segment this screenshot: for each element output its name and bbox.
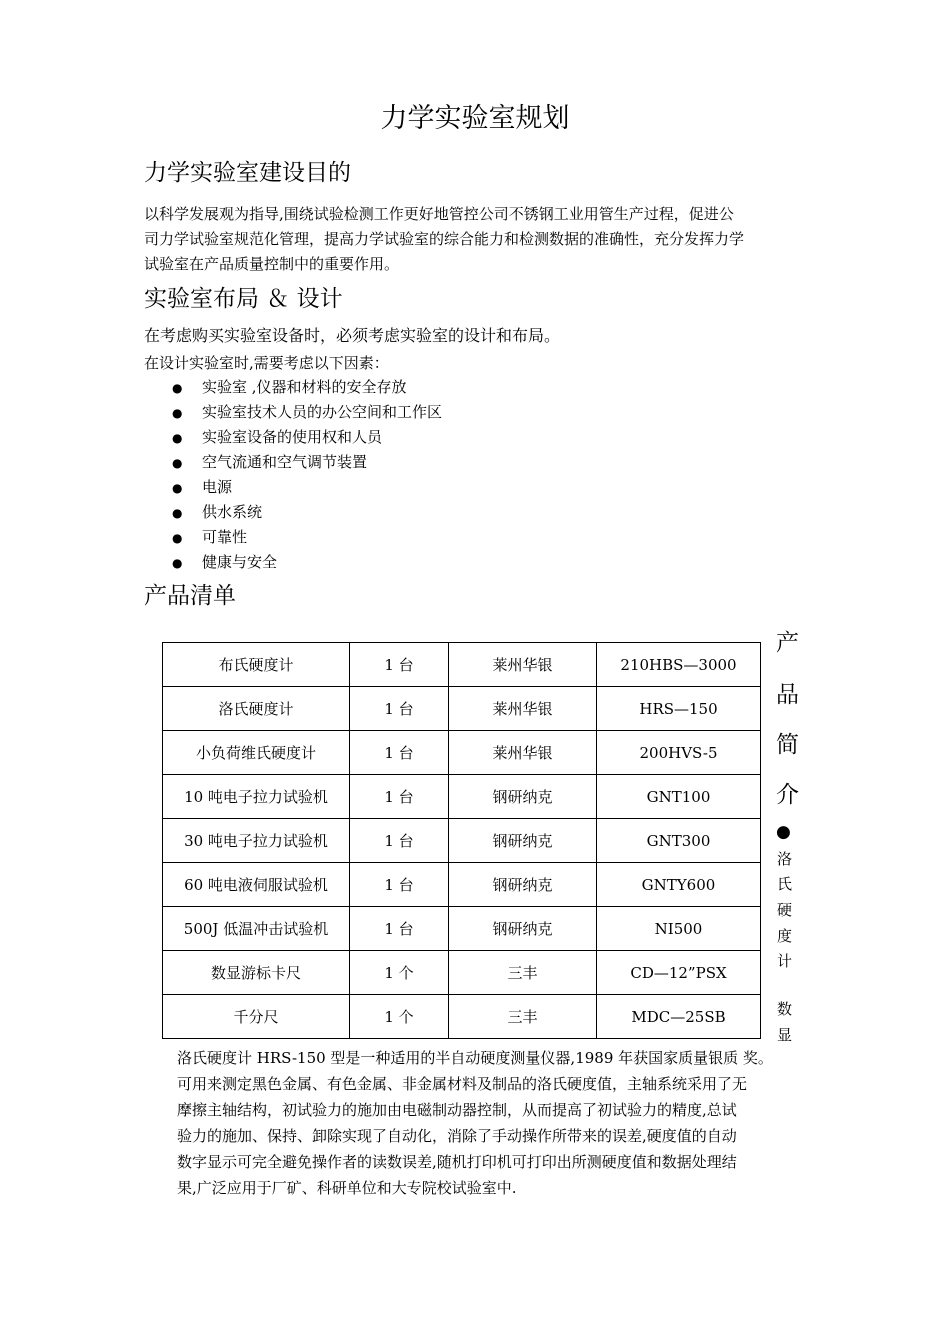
product-model: MDC—25SB [597, 995, 761, 1039]
side-heading-char: 简 [776, 732, 799, 758]
product-name: 60 吨电液伺服试验机 [163, 863, 350, 907]
product-qty: 1 个 [350, 951, 449, 995]
side-item-char: 数 [777, 1000, 793, 1018]
product-model: GNT300 [597, 819, 761, 863]
bullet-icon: ● [172, 381, 183, 395]
table-row [163, 907, 761, 951]
product-name: 数显游标卡尺 [163, 951, 350, 995]
product-qty: 1 台 [350, 863, 449, 907]
product-maker: 三丰 [449, 995, 597, 1039]
side-item-char: 度 [777, 927, 793, 945]
list-item: ● 实验室 ,仪器和材料的安全存放 [172, 378, 407, 396]
section-heading-products: 产品清单 [144, 583, 236, 609]
page-title: 力学实验室规划 [380, 103, 570, 134]
bullet-icon: ● [172, 406, 183, 420]
product-maker: 钢研纳克 [449, 819, 597, 863]
side-item-char: 氏 [777, 875, 793, 893]
description-line-5: 数字显示可完全避免操作者的读数误差,随机打印机可打印出所测硬度值和数据处理结 [177, 1153, 737, 1171]
product-name: 布氏硬度计 [163, 643, 350, 687]
side-bullet-icon: ● [776, 822, 791, 842]
list-item: ● 可靠性 [172, 528, 248, 546]
bullet-icon: ● [172, 531, 183, 545]
product-qty: 1 台 [350, 687, 449, 731]
product-maker: 三丰 [449, 951, 597, 995]
product-maker: 钢研纳克 [449, 863, 597, 907]
product-maker: 钢研纳克 [449, 907, 597, 951]
product-name: 洛氏硬度计 [163, 687, 350, 731]
description-line-3: 摩擦主轴结构，初试验力的施加由电磁制动器控制，从而提高了初试验力的精度,总试 [177, 1101, 737, 1119]
description-line-1: 洛氏硬度计 HRS-150 型是一种适用的半自动硬度测量仪器,1989 年获国家质量银质 奖。 [177, 1049, 773, 1067]
list-item: ● 实验室设备的使用权和人员 [172, 428, 383, 446]
section-heading-purpose: 力学实验室建设目的 [144, 160, 351, 186]
product-qty: 1 个 [350, 995, 449, 1039]
product-name: 千分尺 [163, 995, 350, 1039]
product-qty: 1 台 [350, 643, 449, 687]
product-name: 500J 低温冲击试验机 [163, 907, 350, 951]
product-maker: 莱州华银 [449, 643, 597, 687]
table-row [163, 951, 761, 995]
bullet-icon: ● [172, 481, 183, 495]
product-table [162, 642, 761, 1039]
list-item: ● 空气流通和空气调节装置 [172, 453, 368, 471]
product-maker: 莱州华银 [449, 687, 597, 731]
product-name: 10 吨电子拉力试验机 [163, 775, 350, 819]
table-row [163, 643, 761, 687]
bullet-icon: ● [172, 556, 183, 570]
table-row [163, 863, 761, 907]
side-heading-char: 介 [776, 782, 799, 808]
description-line-2: 可用来测定黑色金属、有色金属、非金属材料及制品的洛氏硬度值，主轴系统采用了无 [177, 1075, 748, 1093]
side-item-char: 硬 [777, 901, 793, 919]
table-row [163, 819, 761, 863]
list-item: ● 供水系统 [172, 503, 263, 521]
list-item: ● 实验室技术人员的办公空间和工作区 [172, 403, 443, 421]
product-maker: 钢研纳克 [449, 775, 597, 819]
product-model: NI500 [597, 907, 761, 951]
description-line-4: 验力的施加、保持、卸除实现了自动化，消除了手动操作所带来的误差,硬度值的自动 [177, 1127, 737, 1145]
side-heading-char: 产 [776, 630, 799, 656]
table-row [163, 775, 761, 819]
product-model: GNTY600 [597, 863, 761, 907]
product-qty: 1 台 [350, 907, 449, 951]
product-qty: 1 台 [350, 731, 449, 775]
product-maker: 莱州华银 [449, 731, 597, 775]
table-row [163, 687, 761, 731]
table-row [163, 731, 761, 775]
product-model: 200HVS-5 [597, 731, 761, 775]
bullet-icon: ● [172, 506, 183, 520]
description-line-6: 果,广泛应用于厂矿、科研单位和大专院校试验室中. [177, 1179, 517, 1197]
section-heading-layout: 实验室布局 ＆ 设计 [144, 286, 343, 312]
list-item: ● 健康与安全 [172, 553, 278, 571]
bullet-icon: ● [172, 431, 183, 445]
purpose-paragraph-line-2: 司力学试验室规范化管理，提高力学试验室的综合能力和检测数据的准确性，充分发挥力学 [144, 230, 745, 248]
product-model: HRS—150 [597, 687, 761, 731]
product-name: 小负荷维氏硬度计 [163, 731, 350, 775]
side-item-char: 显 [777, 1026, 793, 1044]
side-heading-char: 品 [776, 682, 799, 708]
side-item-char: 计 [777, 952, 793, 970]
purpose-paragraph-line-1: 以科学发展观为指导,围绕试验检测工作更好地管控公司不锈钢工业用管生产过程，促进公 [144, 205, 734, 223]
product-name: 30 吨电子拉力试验机 [163, 819, 350, 863]
product-model: CD—12”PSX [597, 951, 761, 995]
layout-intro-2: 在设计实验室时,需要考虑以下因素： [144, 354, 389, 372]
purpose-paragraph-line-3: 试验室在产品质量控制中的重要作用。 [144, 255, 400, 273]
product-model: GNT100 [597, 775, 761, 819]
product-model: 210HBS—3000 [597, 643, 761, 687]
product-qty: 1 台 [350, 819, 449, 863]
table-row [163, 995, 761, 1039]
side-item-char: 洛 [777, 850, 793, 868]
product-qty: 1 台 [350, 775, 449, 819]
layout-intro: 在考虑购买实验室设备时，必须考虑实验室的设计和布局。 [144, 326, 561, 345]
bullet-icon: ● [172, 456, 183, 470]
list-item: ● 电源 [172, 478, 233, 496]
